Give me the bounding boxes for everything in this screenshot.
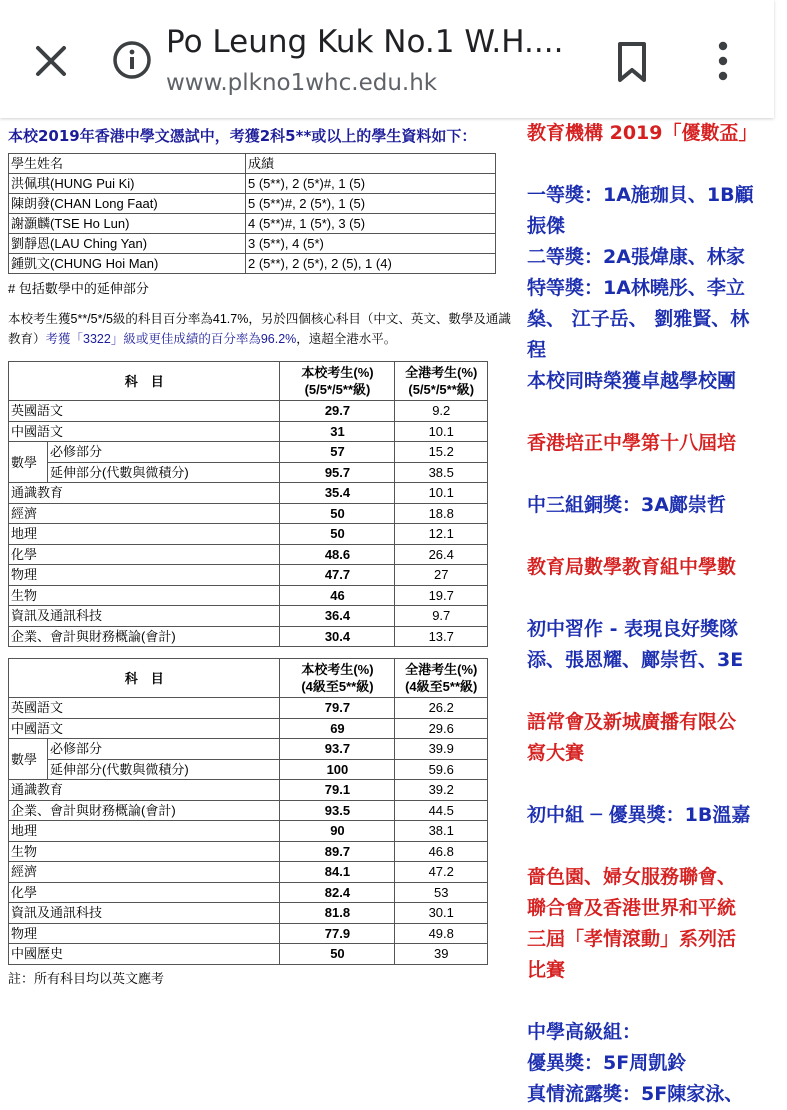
table-row: [9, 698, 488, 719]
students-table: [8, 153, 496, 274]
table-row: [9, 214, 496, 234]
subject-cell: 物理: [9, 565, 280, 586]
table-row: [9, 821, 488, 842]
table-row: [9, 882, 488, 903]
hk-percent: 39: [395, 944, 488, 965]
table-row: [9, 401, 488, 422]
school-percent: 89.7: [280, 841, 395, 862]
award-line: 真情流露獎：5F陳家泳、: [527, 1083, 744, 1105]
award-line: 中學高級組：: [527, 1021, 642, 1043]
award-line: 振傑: [527, 215, 566, 237]
table-row: [9, 483, 488, 504]
table-row: [9, 565, 488, 586]
hk-percent: 47.2: [395, 862, 488, 883]
subject-cell: 延伸部分(代數與微積分): [48, 759, 280, 780]
hk-percent: 49.8: [395, 923, 488, 944]
award-line: [527, 769, 787, 800]
table-row: [9, 544, 488, 565]
table-header-row: [9, 659, 488, 698]
subject-cell: 英國語文: [9, 698, 280, 719]
student-name: 陳朗發(CHAN Long Faat): [9, 194, 246, 214]
award-line: 一等獎：1A施珈貝、1B顧: [527, 184, 754, 206]
table-row: [9, 174, 496, 194]
award-line: [527, 583, 787, 614]
footer-note: 註：所有科目均以英文應考: [8, 970, 165, 986]
hk-percent: 39.2: [395, 780, 488, 801]
hk-percent: 10.1: [395, 421, 488, 442]
close-icon[interactable]: [28, 38, 74, 84]
school-percent: 50: [280, 503, 395, 524]
hk-percent: 44.5: [395, 800, 488, 821]
summary-paragraph: [8, 309, 520, 349]
award-line: [527, 149, 787, 180]
table-row: [9, 944, 488, 965]
hk-percent: 9.2: [395, 401, 488, 422]
school-percent: 93.7: [280, 739, 395, 760]
hk-percent: 26.2: [395, 698, 488, 719]
subject-cell: 通識教育: [9, 780, 280, 801]
subject-cell: 經濟: [9, 862, 280, 883]
table-row: [9, 718, 488, 739]
award-line: [527, 831, 787, 862]
award-line: 二等獎：2A張煒康、林家: [527, 246, 745, 268]
school-percent: 77.9: [280, 923, 395, 944]
bookmark-icon[interactable]: [612, 40, 652, 84]
subject-cell: 化學: [9, 882, 280, 903]
table-row: [9, 503, 488, 524]
table-row: [9, 903, 488, 924]
math-label: 數學: [9, 442, 48, 483]
award-line: 嗇色園、婦女服務聯會、: [527, 866, 737, 888]
table-row: [9, 194, 496, 214]
award-line: 初中習作 - 表現良好獎隊: [527, 618, 739, 640]
subject-cell: 化學: [9, 544, 280, 565]
hk-percent: 38.1: [395, 821, 488, 842]
table-header-row: [9, 362, 488, 401]
award-line: [527, 986, 787, 1017]
award-line: [527, 397, 787, 428]
hk-percent: 13.7: [395, 626, 488, 647]
award-line: [527, 521, 787, 552]
subject-cell: 英國語文: [9, 401, 280, 422]
hk-percent: 15.2: [395, 442, 488, 463]
results-section: [8, 118, 518, 987]
hk-percent: 18.8: [395, 503, 488, 524]
award-line: 教育機構 2019「優數盃」: [527, 122, 758, 144]
award-line: 寫大賽: [527, 742, 585, 764]
table-row: [9, 759, 488, 780]
table-row: [9, 862, 488, 883]
award-line: [527, 459, 787, 490]
subject-cell: 資訊及通訊科技: [9, 903, 280, 924]
header-school: 本校考生(%) (5/5*/5**級): [280, 362, 395, 401]
student-name: 劉靜恩(LAU Ching Yan): [9, 234, 246, 254]
table-row: [9, 442, 488, 463]
school-percent: 47.7: [280, 565, 395, 586]
header-subject: 科 目: [9, 362, 280, 401]
results-table-level5: [8, 361, 488, 647]
page-title: Po Leung Kuk No.1 W.H....: [166, 24, 564, 60]
hk-percent: 46.8: [395, 841, 488, 862]
award-line: 三屆「孝情滾動」系列活: [527, 928, 737, 950]
table-row: [9, 739, 488, 760]
school-percent: 84.1: [280, 862, 395, 883]
award-line: 聯合會及香港世界和平統: [527, 897, 737, 919]
student-name: 洪佩琪(HUNG Pui Ki): [9, 174, 246, 194]
subject-cell: 經濟: [9, 503, 280, 524]
student-result: 5 (5**)#, 2 (5*), 1 (5): [246, 194, 496, 214]
table-row: [9, 254, 496, 274]
page-url[interactable]: www.plkno1whc.edu.hk: [166, 70, 438, 96]
hk-percent: 10.1: [395, 483, 488, 504]
summary-text-2: 考獲「3322」級或更佳成績的百分率為: [45, 332, 261, 346]
subject-cell: 企業、會計與財務概論(會計): [9, 626, 280, 647]
subject-cell: 通識教育: [9, 483, 280, 504]
school-percent: 50: [280, 944, 395, 965]
table-header-row: [9, 154, 496, 174]
summary-percent: 96.2%: [260, 332, 297, 346]
subject-cell: 生物: [9, 841, 280, 862]
page-content: [0, 118, 774, 1105]
award-line: 教育局數學教育組中學數: [527, 556, 737, 578]
subject-cell: 延伸部分(代數與微積分): [48, 462, 280, 483]
school-percent: 35.4: [280, 483, 395, 504]
hk-percent: 29.6: [395, 718, 488, 739]
subject-cell: 地理: [9, 821, 280, 842]
header-hk: 全港考生(%) (4級至5**級): [395, 659, 488, 698]
student-name: 鍾凱文(CHUNG Hoi Man): [9, 254, 246, 274]
hk-percent: 27: [395, 565, 488, 586]
subject-cell: 必修部分: [48, 739, 280, 760]
awards-column: [527, 118, 787, 1110]
school-percent: 79.1: [280, 780, 395, 801]
hk-percent: 9.7: [395, 606, 488, 627]
extension-note: # 包括數學中的延伸部分: [8, 281, 149, 296]
school-percent: 93.5: [280, 800, 395, 821]
table-row: [9, 606, 488, 627]
award-line: 香港培正中學第十八屆培: [527, 432, 737, 454]
more-menu-icon[interactable]: [708, 38, 738, 84]
award-line: 燊、 江子岳、 劉雅賢、林: [527, 308, 750, 330]
school-percent: 90: [280, 821, 395, 842]
award-line: 優異獎：5F周凱鈴: [527, 1052, 687, 1074]
school-percent: 100: [280, 759, 395, 780]
table-row: [9, 462, 488, 483]
hk-percent: 59.6: [395, 759, 488, 780]
browser-toolbar: [0, 0, 774, 118]
subject-cell: 資訊及通訊科技: [9, 606, 280, 627]
award-line: [527, 676, 787, 707]
school-percent: 69: [280, 718, 395, 739]
student-name: 謝灝麟(TSE Ho Lun): [9, 214, 246, 234]
subject-cell: 必修部分: [48, 442, 280, 463]
hk-percent: 19.7: [395, 585, 488, 606]
table-row: [9, 524, 488, 545]
school-percent: 81.8: [280, 903, 395, 924]
header-subject: 科 目: [9, 659, 280, 698]
school-percent: 31: [280, 421, 395, 442]
school-percent: 50: [280, 524, 395, 545]
hk-percent: 38.5: [395, 462, 488, 483]
award-line: 程: [527, 339, 547, 361]
award-line: 比賽: [527, 959, 566, 981]
student-result: 3 (5**), 4 (5*): [246, 234, 496, 254]
summary-text-1: 本校考生獲5**/5*/5級的科目百分率為41.7%，另於四個核心科目（中文、英文、數學及通識教育）: [8, 312, 511, 346]
header-result: 成績: [246, 154, 496, 174]
school-percent: 79.7: [280, 698, 395, 719]
subject-cell: 地理: [9, 524, 280, 545]
math-label: 數學: [9, 739, 48, 780]
award-line: 中三組銅獎：3A鄺崇哲: [527, 494, 726, 516]
subject-cell: 中國語文: [9, 718, 280, 739]
award-line: 初中組 ─ 優異獎：1B溫嘉: [527, 804, 751, 826]
hk-percent: 12.1: [395, 524, 488, 545]
award-line: 添、張恩耀、鄺崇哲、3E: [527, 649, 744, 671]
subject-cell: 中國歷史: [9, 944, 280, 965]
summary-text-3: ，遠超全港水平。: [296, 332, 397, 346]
intro-text: 本校2019年香港中學文憑試中，考獲2科5**或以上的學生資料如下：: [8, 127, 477, 145]
school-percent: 48.6: [280, 544, 395, 565]
school-percent: 29.7: [280, 401, 395, 422]
school-percent: 82.4: [280, 882, 395, 903]
header-name: 學生姓名: [9, 154, 246, 174]
hk-percent: 26.4: [395, 544, 488, 565]
header-hk: 全港考生(%) (5/5*/5**級): [395, 362, 488, 401]
school-percent: 57: [280, 442, 395, 463]
subject-cell: 企業、會計與財務概論(會計): [9, 800, 280, 821]
table-row: [9, 585, 488, 606]
info-icon[interactable]: [112, 40, 152, 80]
subject-cell: 物理: [9, 923, 280, 944]
school-percent: 36.4: [280, 606, 395, 627]
subject-cell: 中國語文: [9, 421, 280, 442]
results-table-level4: [8, 658, 488, 965]
table-row: [9, 923, 488, 944]
table-row: [9, 234, 496, 254]
table-row: [9, 841, 488, 862]
school-percent: 46: [280, 585, 395, 606]
table-row: [9, 421, 488, 442]
student-result: 5 (5**), 2 (5*)#, 1 (5): [246, 174, 496, 194]
hk-percent: 30.1: [395, 903, 488, 924]
hk-percent: 39.9: [395, 739, 488, 760]
award-line: 本校同時榮獲卓越學校團: [527, 370, 737, 392]
student-result: 4 (5**)#, 1 (5*), 3 (5): [246, 214, 496, 234]
school-percent: 95.7: [280, 462, 395, 483]
hk-percent: 53: [395, 882, 488, 903]
school-percent: 30.4: [280, 626, 395, 647]
student-result: 2 (5**), 2 (5*), 2 (5), 1 (4): [246, 254, 496, 274]
award-line: 語常會及新城廣播有限公: [527, 711, 737, 733]
table-row: [9, 626, 488, 647]
award-line: 特等獎：1A林曉彤、李立: [527, 277, 745, 299]
header-school: 本校考生(%) (4級至5**級): [280, 659, 395, 698]
table-row: [9, 780, 488, 801]
subject-cell: 生物: [9, 585, 280, 606]
table-row: [9, 800, 488, 821]
